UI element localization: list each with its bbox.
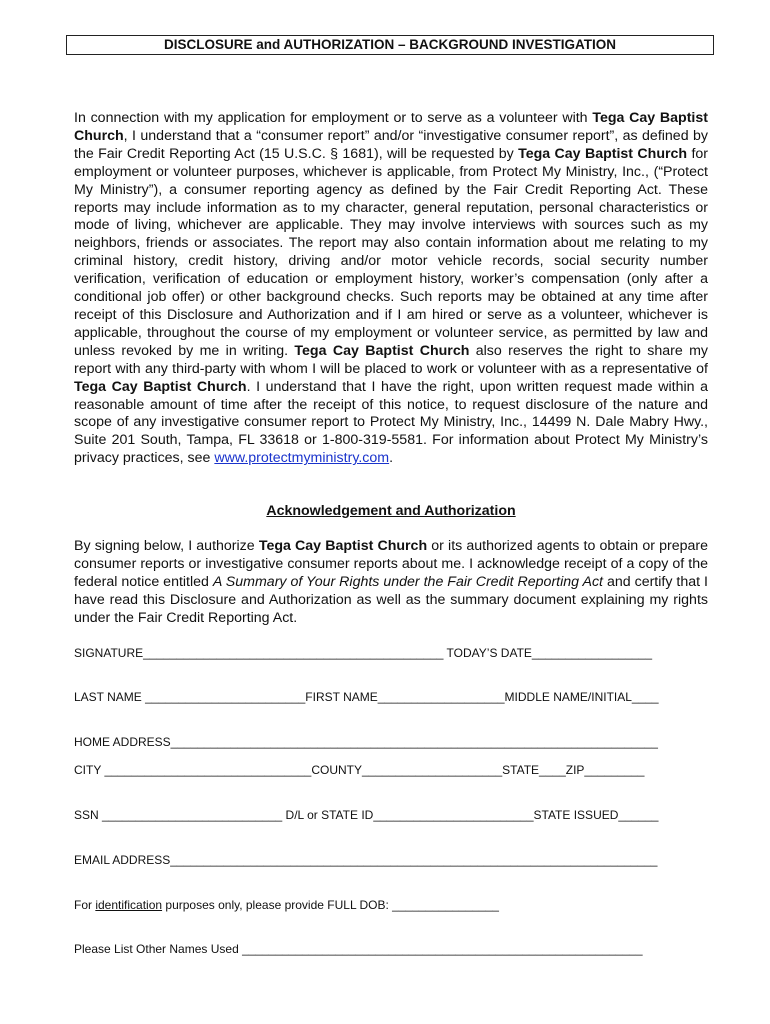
p1-text-4: also reserves the right to share my report with any third-party with whom I will be placed to work or volunteer with as a representative of xyxy=(74,342,709,377)
city-county-state-zip-field[interactable]: CITY _______________________________COUNTY_____________________STATE____ZIP_________ xyxy=(74,763,645,777)
dob-field[interactable] xyxy=(74,898,499,913)
p1-text-6: . xyxy=(389,450,394,467)
email-field[interactable]: EMAIL ADDRESS_________________________________________________________________________ xyxy=(74,853,658,867)
p1-text-5: . I understand that I have the right, upon written request made within a reasonable amount of time after the receipt of this notice, to request disclosure of the nature and scope of any investigative consumer report to Protect My Ministry, Inc., 14499 N. Dale Mabry Hwy., Suite 201 South, Tampa, FL 33618 or 1-800-319-5581. For information about Protect My Ministry’s privacy practices, see xyxy=(74,378,708,467)
p1-org-4: Tega Cay Baptist Church xyxy=(74,378,247,395)
p2-text-2: or its authorized agents to obtain or prepare consumer reports or investigative consumer reports about me. I acknowledge receipt of a copy of the federal notice entitled xyxy=(74,538,709,590)
p2-org: Tega Cay Baptist Church xyxy=(258,538,428,554)
p1-text-1: In connection with my application for employment or to serve as a volunteer with xyxy=(74,110,593,126)
signature-date-field[interactable]: SIGNATURE_____________________________________________ TODAY’S DATE__________________ xyxy=(74,646,653,660)
document-title: DISCLOSURE and AUTHORIZATION – BACKGROUND INVESTIGATION xyxy=(66,35,714,55)
other-names-field[interactable]: Please List Other Names Used ____________________________________________________________ xyxy=(74,942,643,956)
p2-text-3: and certify that I have read this Disclosure and Authorization as well as the summary document explaining my rights under the Fair Credit Reporting Act. xyxy=(74,573,708,626)
p1-org-1: Tega Cay Baptist Church xyxy=(74,110,708,144)
name-fields[interactable]: LAST NAME ________________________FIRST NAME___________________MIDDLE NAME/INITIAL____ xyxy=(74,690,659,704)
dob-underlined-word: identification xyxy=(95,898,163,912)
home-address-field[interactable]: HOME ADDRESS_________________________________________________________________________ xyxy=(74,735,658,749)
dob-suffix: purposes only, please provide FULL DOB: ________________ xyxy=(162,898,499,912)
p1-text-3: for employment or volunteer purposes, whichever is applicable, from Protect My Ministry, Inc., (“Protect My Ministry”), a consumer reporting agency as defined by the Fair Credit Reporting Act. These reports may include information as to my character, general reputation, personal characteristics or mode of living, whichever are applicable. They may involve interviews with sources such as my neighbors, friends or associates. The report may also contain information about me relating to my criminal history, credit history, driving and/or motor vehicle records, social security number verification, verification of education or employment history, worker’s compensation (only after a conditional job offer) or other background checks. Such reports may be obtained at any time after receipt of this Disclosure and Authorization and if I am hired or serve as a volunteer, whichever is applicable, throughout the course of my employment or volunteer service, as permitted by law and unless revoked by me in writing. xyxy=(74,145,709,359)
section-heading: Acknowledgement and Authorization xyxy=(266,503,516,519)
p2-italic-title: A Summary of Your Rights under the Fair Credit Reporting Act xyxy=(212,573,603,590)
privacy-link[interactable]: www.protectmyministry.com xyxy=(214,450,390,467)
ssn-dl-field[interactable]: SSN ___________________________ D/L or STATE ID________________________STATE ISSUED______ xyxy=(74,808,659,822)
p1-text-2: , I understand that a “consumer report” and/or “investigative consumer report”, as defined by the Fair Credit Reporting Act (15 U.S.C. § 1681), will be requested by xyxy=(74,127,708,162)
p1-org-3: Tega Cay Baptist Church xyxy=(294,342,470,359)
disclosure-paragraph xyxy=(74,110,708,468)
dob-prefix: For xyxy=(74,898,96,912)
authorization-paragraph xyxy=(74,538,708,628)
p2-text-1: By signing below, I authorize xyxy=(74,538,259,554)
p1-org-2: Tega Cay Baptist Church xyxy=(518,145,688,162)
